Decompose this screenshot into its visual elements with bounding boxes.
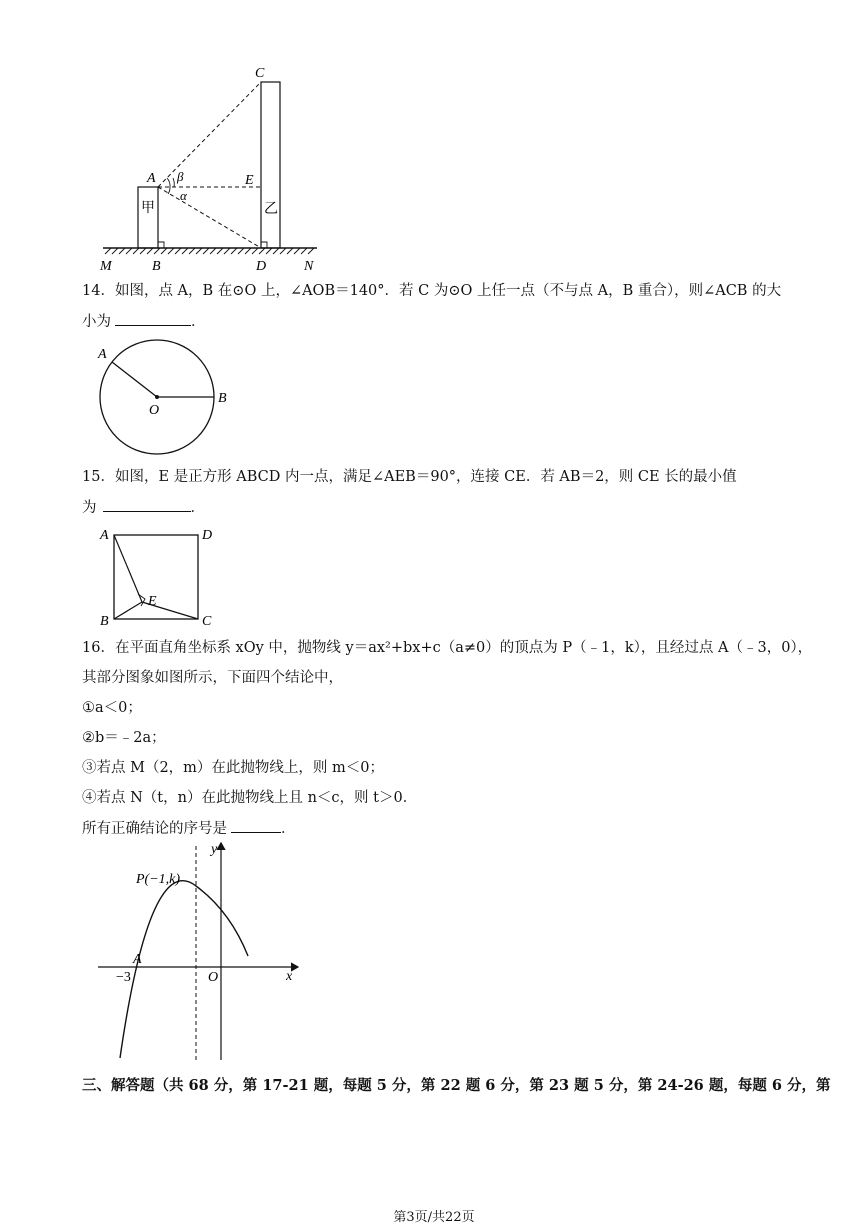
q16-answer-blank [231,818,281,833]
label-jia: 甲 [141,201,155,216]
label-o: O [149,403,160,418]
ground-hatching [105,248,314,254]
label-b: B [152,259,161,274]
label-a: A [98,347,107,362]
segment-ae [114,535,142,602]
label-d: D [256,259,267,274]
figure-q16-parabola [90,838,310,1064]
angle-arc-beta-2 [173,178,174,187]
q16-ask-prefix: 所有正确结论的序号是 [82,821,227,837]
q15-text-line1: 15．如图，E 是正方形 ABCD 内一点，满足∠AEB＝90°，连接 CE．若 AB＝2，则 CE 长的最小值 [82,469,737,485]
label-a: A [100,528,109,543]
q16-conclusion-4: ④若点 N（t，n）在此抛物线上且 n＜c，则 t＞0． [82,790,418,806]
label-c: C [202,614,212,629]
q16-conclusion-2: ②b＝﹣2a； [82,730,166,746]
label-e: E [148,594,157,609]
label-a: A [133,952,142,967]
label-neg3: −3 [116,970,131,985]
q16-ask-suffix: ． [281,821,296,837]
center-point [155,395,159,399]
q14-suffix: ． [191,314,206,330]
right-angle-mark-d [261,242,267,248]
label-alpha: α [180,188,187,203]
q15-answer-blank [103,497,191,512]
section-3-heading: 三、解答题（共 68 分，第 17-21 题，每题 5 分，第 22 题 6 分，第 23 题 5 分，第 24-26 题，每题 6 分，第 [82,1077,831,1094]
label-m: M [100,259,112,274]
building-yi [261,82,280,248]
q16-text-line2: 其部分图象如图所示，下面四个结论中， [82,670,343,686]
figure-q15-square [95,522,225,630]
q15-prefix: 为 [82,500,97,516]
label-d: D [202,528,213,543]
label-a: A [147,171,156,186]
angle-arc-beta [167,178,170,187]
page-footer: 第3页/共22页 [393,1210,475,1225]
q16-text-line1: 16．在平面直角坐标系 xOy 中，抛物线 y＝ax²+bx+c（a≠0）的顶点为 P（﹣1，k），且经过点 A（﹣3，0）， [82,640,813,656]
q15-text-line2 [82,497,802,518]
q16-conclusion-3: ③若点 M（2，m）在此抛物线上，则 m＜0； [82,760,385,776]
label-beta: β [177,169,184,184]
q14-answer-blank [115,311,191,326]
label-e: E [245,173,254,188]
label-b: B [218,391,227,406]
q14-text-line1: 14．如图，点 A，B 在⊙O 上，∠AOB＝140°．若 C 为⊙O 上任一点（不与点 A，B 重合），则∠ACB 的大 [82,283,782,299]
label-yi: 乙 [264,202,278,217]
q16-ask [82,818,802,839]
sight-line-ac [158,82,261,187]
q14-text-line2 [82,311,802,332]
label-c: C [255,66,265,81]
q15-suffix: ． [190,500,205,516]
segment-be [114,602,142,619]
label-p: P(−1,k) [136,872,181,887]
label-x: x [286,969,293,984]
figure-q14-circle [90,338,250,462]
parabola-curve [120,881,248,1058]
label-n: N [304,259,314,274]
label-y: y [211,842,218,857]
building-jia [138,187,158,248]
label-o: O [208,970,219,985]
figure-q13-buildings [95,60,335,275]
q14-prefix: 小为 [82,314,111,330]
q16-conclusion-1: ①a＜0； [82,700,142,716]
radius-oa [112,362,157,397]
angle-arc-alpha [168,187,170,194]
right-angle-mark-b [158,242,164,248]
label-b: B [100,614,109,629]
sight-line-ad [158,187,261,248]
